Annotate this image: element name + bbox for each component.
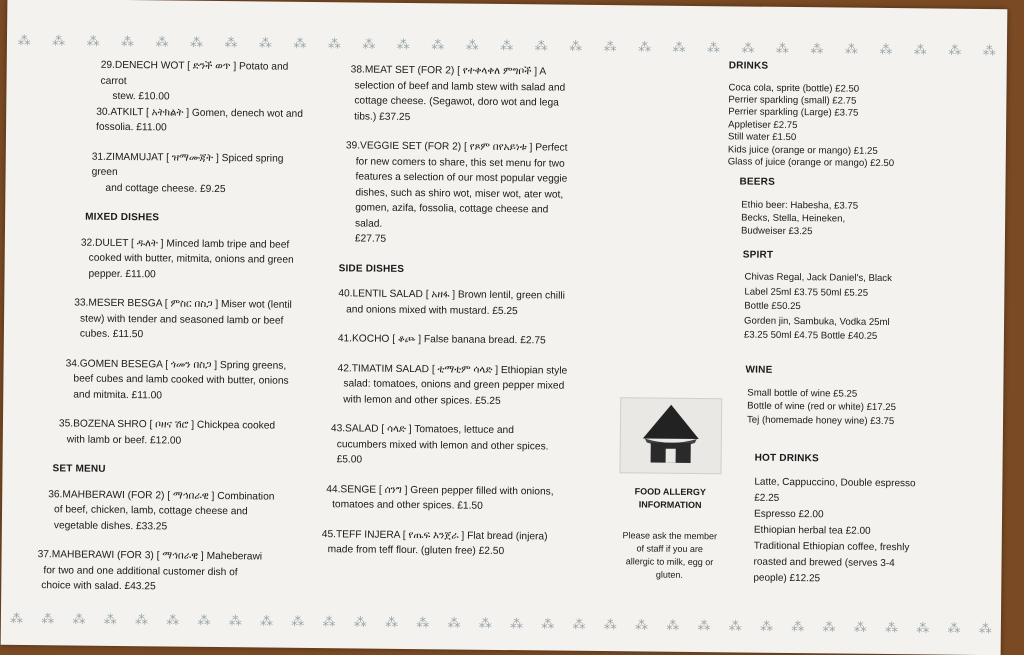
menu-column-2 [321, 62, 578, 574]
pattern-glyph: ⁂ [775, 40, 790, 56]
item-line: features a selection of our most popular veggie [355, 171, 568, 185]
pattern-glyph: ⁂ [103, 611, 117, 627]
hot-drink-item: Espresso £2.00 [754, 508, 824, 520]
pattern-glyph: ⁂ [853, 619, 867, 635]
item-line: choice with salad. £43.25 [41, 580, 156, 593]
pattern-glyph: ⁂ [822, 619, 836, 635]
pattern-glyph: ⁂ [879, 41, 893, 58]
allergy-title-line: FOOD ALLERGY [634, 486, 706, 498]
spirt-item: Chivas Regal, Jack Daniel's, Black [744, 271, 892, 285]
item-line: salad: tomatoes, onions and green pepper mixed [343, 378, 565, 392]
pattern-glyph: ⁂ [291, 613, 305, 629]
pattern-glyph: ⁂ [572, 616, 586, 632]
hot-drink-item: £2.25 [754, 492, 780, 504]
pattern-glyph: ⁂ [396, 36, 410, 52]
section-heading-beers: BEERS [739, 176, 776, 189]
allergy-text-line: gluten. [655, 569, 683, 580]
item-line: with lamb or beef. £12.00 [66, 433, 182, 447]
wine-item: Small bottle of wine £5.25 [747, 387, 858, 400]
pattern-glyph: ⁂ [978, 620, 992, 637]
item-line: 42.TIMATIM SALAD [ ቲማቲም ሳላድ ] Ethiopian style [337, 362, 568, 377]
section-heading-spirt: SPIRT [742, 249, 774, 261]
menu-column-1 [37, 57, 313, 610]
item-line: tibs.) £37.25 [354, 110, 411, 123]
item-line: 44.SENGE [ ሰንግ ] Green pepper filled with onions, [326, 483, 554, 498]
pattern-glyph: ⁂ [293, 35, 307, 51]
spirt-item: Bottle £50.25 [744, 300, 801, 313]
hot-drink-item: Ethiopian herbal tea £2.00 [753, 524, 871, 537]
hut-icon [620, 398, 721, 473]
pattern-glyph: ⁂ [478, 615, 492, 631]
hut-image [619, 397, 722, 474]
hot-drinks-list [723, 474, 956, 588]
allergy-title-line: INFORMATION [638, 499, 702, 511]
menu-item [38, 487, 308, 536]
drink-item: Glass of juice (orange or mango) £2.50 [727, 156, 895, 170]
pattern-glyph: ⁂ [134, 612, 149, 628]
pattern-glyph: ⁂ [948, 42, 962, 58]
pattern-glyph: ⁂ [189, 34, 204, 50]
pattern-glyph: ⁂ [52, 33, 66, 49]
pattern-glyph: ⁂ [697, 618, 711, 634]
pattern-glyph: ⁂ [465, 37, 479, 53]
wine-list [725, 386, 957, 429]
menu-item [39, 356, 309, 405]
menu-item [42, 57, 312, 106]
beer-item: Ethio beer: Habesha, £3.75 [741, 199, 859, 212]
item-line: vegetable dishes. £33.25 [53, 519, 168, 532]
pattern-glyph: ⁂ [541, 616, 555, 632]
pattern-glyph: ⁂ [844, 41, 858, 57]
item-line: with lemon and other spices. £5.25 [343, 393, 501, 407]
item-line: tomatoes and other spices. £1.50 [332, 499, 483, 512]
item-line: cottage cheese. (Segawot, doro wot and lega [354, 95, 559, 109]
item-line: £5.00 [336, 454, 363, 466]
drink-item: Kids juice (orange or mango) £1.25 [727, 143, 878, 157]
item-line: 41.KOCHO [ ቆጮ ] False banana bread. £2.75 [337, 333, 546, 347]
item-line: 38.MEAT SET (FOR 2) [ የተቀላቀለ ምግቦች ] A [350, 64, 547, 78]
item-line: pepper. £11.00 [88, 268, 156, 280]
menu-item [339, 138, 578, 249]
drink-item: Perrier sparkling (small) £2.75 [728, 94, 857, 107]
allergy-text-line: allergic to milk, egg or [625, 556, 714, 568]
item-line: and onions mixed with mustard. £5.25 [346, 303, 518, 317]
section-heading-set: SET MENU [52, 463, 106, 475]
section-heading-mixed: MIXED DISHES [85, 211, 160, 224]
pattern-glyph: ⁂ [706, 40, 721, 56]
pattern-glyph: ⁂ [603, 617, 617, 633]
item-line: 36.MAHBERAWI (FOR 2) [ ማኅበራዊ ] Combination [48, 488, 275, 503]
item-line: 33.MESER BESGA [ ምስር በስጋ ] Miser wot (lentil [74, 297, 292, 311]
pattern-glyph: ⁂ [500, 37, 514, 54]
pattern-glyph: ⁂ [41, 611, 55, 627]
menu-item [326, 482, 574, 516]
drinks-list [728, 82, 961, 171]
item-line: 45.TEFF INJERA [ የጤፍ እንጀራ ] Flat bread (injera) [321, 528, 548, 542]
item-line: cucumbers mixed with lemon and other spices. [336, 438, 549, 452]
item-line: 31.ZIMAMUJAT [ ዝማሙጃት ] Spiced spring green [91, 151, 284, 178]
pattern-glyph: ⁂ [638, 39, 652, 55]
decorative-border-bottom [1, 611, 1001, 637]
allergy-text-line: of staff if you are [636, 543, 703, 555]
item-line: for new comers to share, this set menu for two [355, 155, 565, 170]
section-heading-hot-drinks: HOT DRINKS [754, 452, 819, 465]
drinks-column [723, 58, 961, 588]
pattern-glyph: ⁂ [947, 620, 961, 636]
menu-item [41, 149, 311, 198]
item-line: for two and one additional customer dish of [43, 564, 238, 578]
pattern-glyph: ⁂ [416, 615, 430, 631]
decorative-border-top [7, 33, 1007, 59]
menu-item [42, 104, 312, 138]
menu-item [338, 286, 576, 319]
pattern-glyph: ⁂ [810, 41, 824, 57]
pattern-glyph: ⁂ [155, 34, 169, 50]
item-line: and cottage cheese. £9.25 [105, 182, 226, 195]
drink-item: Coca cola, sprite (bottle) £2.50 [728, 81, 860, 95]
pattern-glyph: ⁂ [86, 33, 100, 49]
pattern-glyph: ⁂ [569, 38, 583, 54]
hot-drink-item: people) £12.25 [753, 572, 821, 584]
item-line: 39.VEGGIE SET (FOR 2) [ የጾም በየአይነቱ ] Perfect [345, 140, 568, 154]
spirt-item: £3.25 50ml £4.75 Bottle £40.25 [743, 329, 878, 342]
beers-list [727, 198, 959, 239]
item-line: 43.SALAD [ ሳላድ ] Tomatoes, lettuce and [330, 423, 514, 437]
pattern-glyph: ⁂ [634, 617, 649, 633]
hot-drink-item: roasted and brewed (serves 3-4 [753, 556, 895, 569]
item-line: gomen, azifa, fossolia, cottage cheese and salad. [355, 202, 549, 230]
pattern-glyph: ⁂ [9, 610, 24, 626]
pattern-glyph: ⁂ [322, 614, 336, 630]
pattern-glyph: ⁂ [121, 33, 135, 50]
item-line: 32.DULET [ ዱለት ] Minced lamb tripe and beef [80, 237, 290, 251]
item-line: beef cubes and lamb cooked with butter, onions [73, 373, 289, 387]
pattern-glyph: ⁂ [353, 614, 367, 630]
hot-drink-item: Traditional Ethiopian coffee, freshly [753, 540, 910, 553]
allergy-text-line: Please ask the member [622, 530, 718, 542]
menu-item [331, 421, 575, 470]
pattern-glyph: ⁂ [17, 32, 31, 49]
pattern-glyph: ⁂ [384, 614, 399, 630]
pattern-glyph: ⁂ [259, 613, 274, 629]
pattern-glyph: ⁂ [431, 37, 445, 53]
pattern-glyph: ⁂ [362, 36, 376, 52]
spirt-item: Gorden jin, Sambuka, Vodka 25ml [744, 315, 890, 328]
item-line: and mitmita. £11.00 [73, 388, 163, 401]
pattern-glyph: ⁂ [534, 38, 548, 54]
menu-item [40, 235, 310, 284]
item-line: made from teff flour. (gluten free) £2.50 [327, 544, 505, 558]
drink-item: Still water £1.50 [727, 131, 797, 144]
item-line: 30.ATKILT [ አትክልት ] Gomen, denech wot and [96, 106, 303, 120]
pattern-glyph: ⁂ [666, 617, 680, 633]
spirt-item: Label 25ml £3.75 50ml £5.25 [744, 286, 869, 299]
menu-item [40, 295, 310, 344]
menu-item [37, 547, 307, 596]
pattern-glyph: ⁂ [913, 42, 927, 58]
beer-item: Budweiser £3.25 [740, 225, 813, 238]
pattern-glyph: ⁂ [982, 42, 996, 59]
pattern-glyph: ⁂ [447, 615, 461, 631]
drink-item: Appletiser £2.75 [728, 119, 798, 131]
section-heading-side: SIDE DISHES [338, 262, 405, 275]
item-line: stew. £10.00 [112, 90, 170, 103]
pattern-glyph: ⁂ [327, 36, 341, 52]
pattern-glyph: ⁂ [884, 620, 899, 636]
item-line: cooked with butter, mitmita, onions and green [88, 252, 294, 266]
food-allergy-info [613, 397, 727, 582]
pattern-glyph: ⁂ [728, 618, 742, 634]
section-heading-drinks: DRINKS [728, 60, 769, 72]
item-line: 40.LENTIL SALAD [ አዘፋ ] Brown lentil, green chilli [338, 288, 565, 302]
menu-item [340, 62, 579, 126]
beer-item: Becks, Stella, Heineken, [741, 212, 846, 225]
item-line: 37.MAHBERAWI (FOR 3) [ ማኅበራዊ ] Maheberawi [37, 549, 263, 563]
item-line: selection of beef and lamb stew with salad and [354, 79, 566, 94]
spirt-list [726, 271, 959, 345]
item-line: 29.DENECH WOT [ ድንች ወጥ ] Potato and carrot [100, 59, 289, 87]
pattern-glyph: ⁂ [228, 613, 242, 629]
pattern-glyph: ⁂ [72, 611, 86, 627]
pattern-glyph: ⁂ [197, 612, 211, 628]
pattern-glyph: ⁂ [916, 620, 930, 636]
section-heading-wine: WINE [745, 364, 773, 377]
hot-drink-item: Latte, Cappuccino, Double espresso [754, 476, 916, 489]
item-line: of beef, chicken, lamb, cottage cheese and [54, 504, 248, 518]
wine-item: Bottle of wine (red or white) £17.25 [747, 400, 897, 414]
item-line: £27.75 [354, 233, 387, 245]
pattern-glyph: ⁂ [603, 39, 617, 55]
pattern-glyph: ⁂ [224, 35, 238, 51]
pattern-glyph: ⁂ [166, 612, 180, 628]
pattern-glyph: ⁂ [258, 35, 273, 51]
item-line: 34.GOMEN BESEGA [ ጎመን በስጋ ] Spring greens, [65, 357, 287, 372]
pattern-glyph: ⁂ [741, 40, 755, 56]
pattern-glyph: ⁂ [759, 618, 774, 634]
wine-item: Tej (homemade honey wine) £3.75 [746, 414, 895, 427]
item-line: dishes, such as shiro wot, miser wot, ater wot, [355, 186, 564, 201]
pattern-glyph: ⁂ [509, 616, 524, 632]
item-line: stew) with tender and seasoned lamb or beef [80, 313, 284, 327]
menu-item [337, 361, 575, 410]
item-line: cubes. £11.50 [79, 328, 144, 341]
menu-item [322, 527, 574, 561]
item-line: fossolia. £11.00 [96, 121, 167, 134]
pattern-glyph: ⁂ [791, 619, 805, 635]
menu-page [1, 0, 1008, 655]
pattern-glyph: ⁂ [672, 39, 686, 55]
drink-item: Perrier sparkling (Large) £3.75 [728, 106, 859, 120]
menu-item [338, 331, 576, 349]
item-line: 35.BOZENA SHRO [ ቦዘና ሽሮ ] Chickpea cooked [58, 418, 276, 432]
menu-item [39, 416, 309, 450]
